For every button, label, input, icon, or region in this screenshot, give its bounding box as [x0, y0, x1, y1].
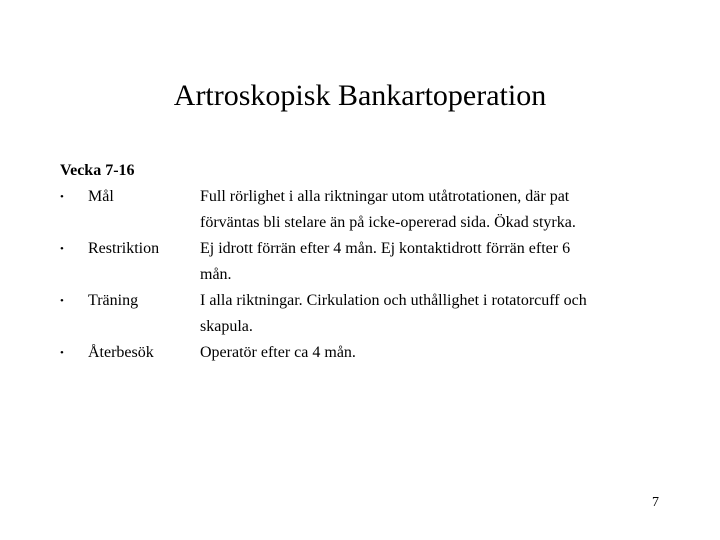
bullet-icon: • — [60, 243, 64, 255]
item-label: Restriktion — [88, 240, 160, 257]
item-value: Full rörlighet i alla riktningar utom utåtrotationen, där pat förväntas bli stelare än på icke-opererad sida. Ökad styrka. — [200, 188, 576, 231]
slide-title: Artroskopisk Bankartoperation — [173, 79, 547, 112]
item-label: Mål — [88, 188, 114, 205]
item-value: Ej idrott förrän efter 4 mån. Ej kontaktidrott förrän efter 6 mån. — [200, 240, 571, 283]
page-number: 7 — [652, 495, 659, 510]
section-heading: Vecka 7-16 — [60, 162, 135, 179]
item-label: Återbesök — [88, 344, 154, 361]
bullet-icon: • — [60, 347, 64, 359]
item-value: Operatör efter ca 4 mån. — [200, 344, 356, 361]
item-value: I alla riktningar. Cirkulation och uthållighet i rotatorcuff och skapula. — [200, 292, 587, 335]
bullet-icon: • — [60, 295, 64, 307]
bullet-icon: • — [60, 191, 64, 203]
item-label: Träning — [88, 292, 139, 309]
